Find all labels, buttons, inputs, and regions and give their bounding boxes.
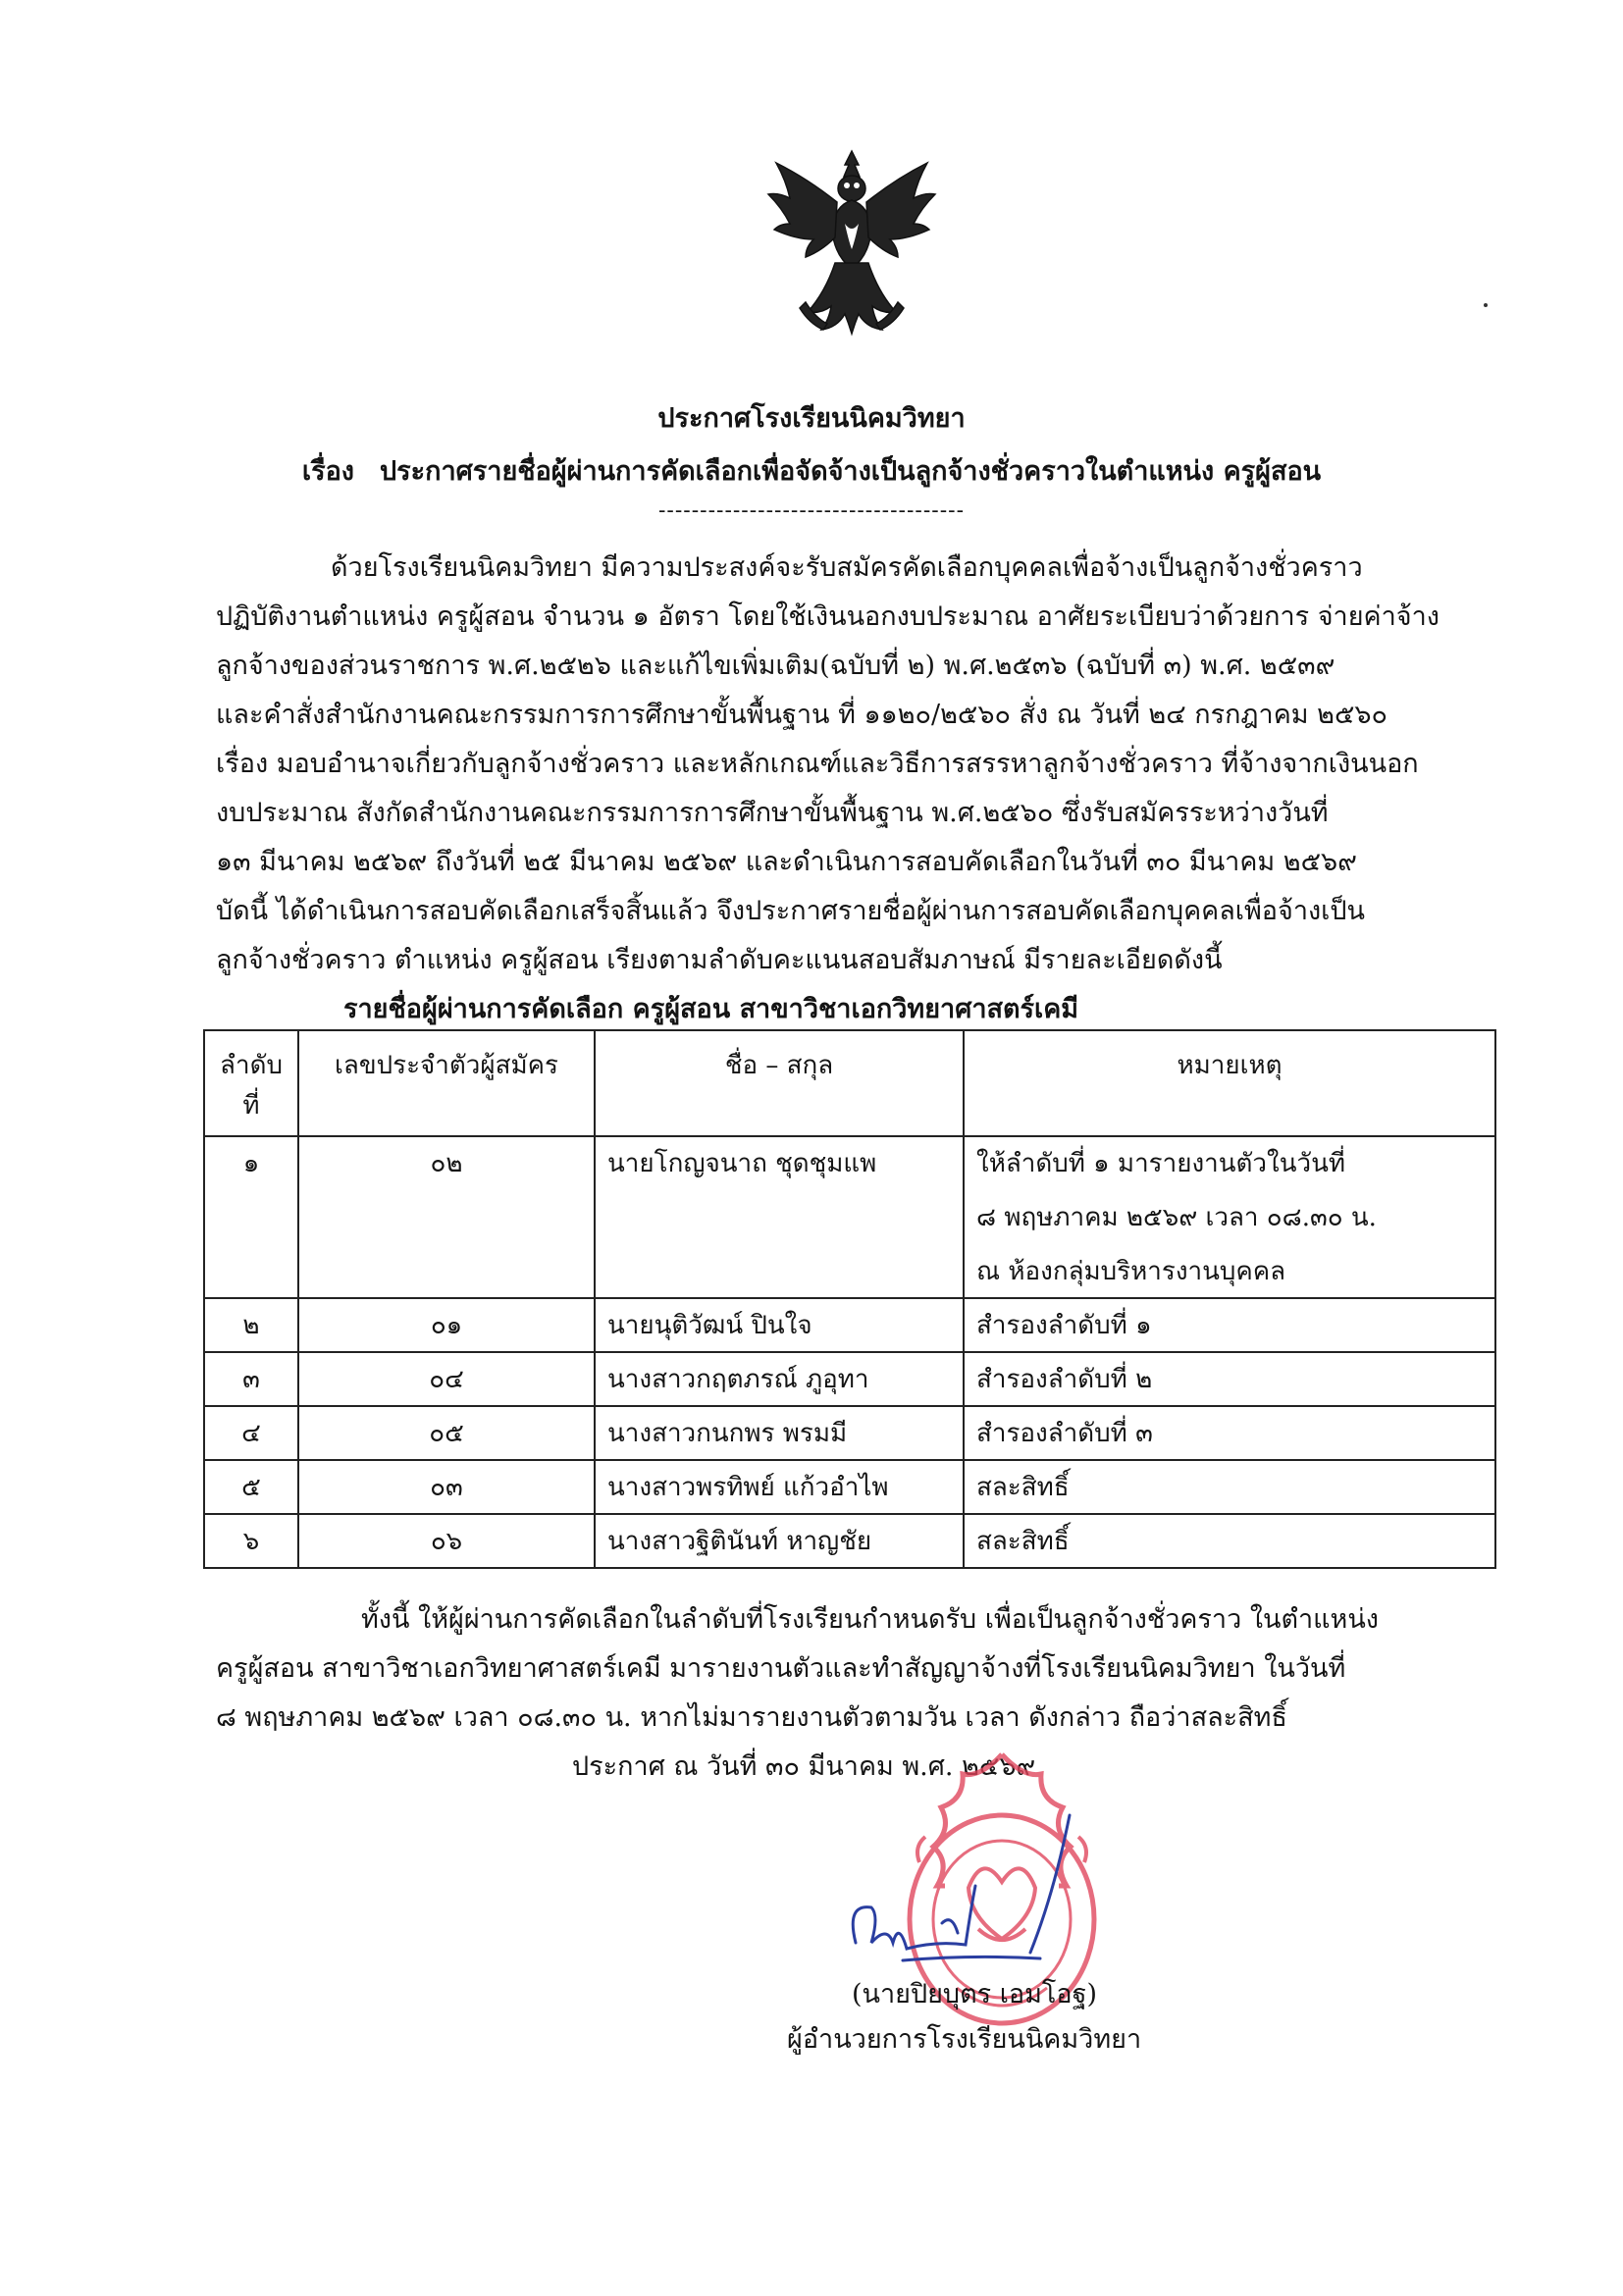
table-header-row [204, 1030, 1495, 1136]
cell-name: นายนุติวัฒน์ ปินใจ [595, 1298, 964, 1352]
cell-order: ๒ [204, 1298, 298, 1352]
cell-remark [964, 1136, 1495, 1298]
cell-remark: สำรองลำดับที่ ๓ [964, 1406, 1495, 1460]
cell-remark: สละสิทธิ์ [964, 1460, 1495, 1514]
table-row [204, 1406, 1495, 1460]
table-row [204, 1514, 1495, 1568]
table-row [204, 1352, 1495, 1406]
subject-text: ประกาศรายชื่อผู้ผ่านการคัดเลือกเพื่อจัดจ้างเป็นลูกจ้างชั่วคราวในตำแหน่ง ครูผู้สอน [379, 456, 1322, 487]
body-line: ด้วยโรงเรียนนิคมวิทยา มีความประสงค์จะรับสมัครคัดเลือกบุคคลเพื่อจ้างเป็นลูกจ้างชั่วคราว [331, 552, 1363, 583]
results-table [203, 1029, 1496, 1569]
signatory-position: ผู้อำนวยการโรงเรียนนิคมวิทยา [787, 2024, 1142, 2055]
table-row [204, 1460, 1495, 1514]
body-line: เรื่อง มอบอำนาจเกี่ยวกับลูกจ้างชั่วคราว และหลักเกณฑ์และวิธีการสรรหาลูกจ้างชั่วคราว ที่จ้างจากเงินนอก [216, 749, 1419, 779]
cell-order: ๔ [204, 1406, 298, 1460]
body-line: ปฏิบัติงานตำแหน่ง ครูผู้สอน จำนวน ๑ อัตรา โดยใช้เงินนอกงบประมาณ อาศัยระเบียบว่าด้วยการ จ่ายค่าจ้าง [216, 601, 1440, 632]
cell-name: นางสาวกฤตภรณ์ ภูอุทา [595, 1352, 964, 1406]
body-line: ลูกจ้างของส่วนราชการ พ.ศ.๒๕๒๖ และแก้ไขเพิ่มเติม(ฉบับที่ ๒) พ.ศ.๒๕๓๖ (ฉบับที่ ๓) พ.ศ. ๒๕๓๙ [216, 651, 1335, 681]
cell-order: ๕ [204, 1460, 298, 1514]
cell-applicant-id: ๐๕ [298, 1406, 595, 1460]
subject-label: เรื่อง [301, 456, 354, 487]
body-line: บัดนี้ ได้ดำเนินการสอบคัดเลือกเสร็จสิ้นแล้ว จึงประกาศรายชื่อผู้ผ่านการสอบคัดเลือกบุคคลเพื่อจ้างเป็น [216, 896, 1365, 926]
cell-order: ๑ [204, 1136, 298, 1298]
cell-order: ๓ [204, 1352, 298, 1406]
garuda-emblem-icon [766, 145, 937, 343]
cell-applicant-id: ๐๖ [298, 1514, 595, 1568]
header-remark: หมายเหตุ [964, 1030, 1495, 1136]
header-divider: ------------------------------------- [657, 498, 966, 523]
cell-applicant-id: ๐๔ [298, 1352, 595, 1406]
body-line: ๑๓ มีนาคม ๒๕๖๙ ถึงวันที่ ๒๕ มีนาคม ๒๕๖๙ และดำเนินการสอบคัดเลือกในวันที่ ๓๐ มีนาคม ๒๕๖๙ [216, 847, 1357, 877]
cell-remark: สำรองลำดับที่ ๑ [964, 1298, 1495, 1352]
header-applicant-id: เลขประจำตัวผู้สมัคร [298, 1030, 595, 1136]
cell-name: นางสาวพรทิพย์ แก้วอำไพ [595, 1460, 964, 1514]
announce-date: ประกาศ ณ วันที่ ๓๐ มีนาคม พ.ศ. ๒๕๖๙ [572, 1751, 1036, 1782]
announcement-title: ประกาศโรงเรียนนิคมวิทยา [657, 403, 966, 434]
scan-speck [1484, 303, 1488, 307]
closing-line: ทั้งนี้ ให้ผู้ผ่านการคัดเลือกในลำดับที่โรงเรียนกำหนดรับ เพื่อเป็นลูกจ้างชั่วคราว ในตำแหน่ง [361, 1604, 1379, 1635]
remark-line: ณ ห้องกลุ่มบริหารงานบุคคล [976, 1257, 1286, 1286]
cell-applicant-id: ๐๑ [298, 1298, 595, 1352]
closing-line: ครูผู้สอน สาขาวิชาเอกวิทยาศาสตร์เคมี มารายงานตัวและทำสัญญาจ้างที่โรงเรียนนิคมวิทยา ในวันที่ [216, 1653, 1346, 1684]
closing-line: ๘ พฤษภาคม ๒๕๖๙ เวลา ๐๘.๓๐ น. หากไม่มารายงานตัวตามวัน เวลา ดังกล่าว ถือว่าสละสิทธิ์ [216, 1702, 1287, 1733]
remark-line: ๘ พฤษภาคม ๒๕๖๙ เวลา ๐๘.๓๐ น. [976, 1203, 1377, 1232]
cell-remark: สละสิทธิ์ [964, 1514, 1495, 1568]
announcement-subject [0, 449, 1623, 492]
table-row [204, 1136, 1495, 1298]
cell-applicant-id: ๐๓ [298, 1460, 595, 1514]
body-line: ลูกจ้างชั่วคราว ตำแหน่ง ครูผู้สอน เรียงตามลำดับคะแนนสอบสัมภาษณ์ มีรายละเอียดดังนี้ [216, 945, 1223, 975]
header-name: ชื่อ – สกุล [595, 1030, 964, 1136]
table-row [204, 1298, 1495, 1352]
cell-name: นางสาวกนกพร พรมมี [595, 1406, 964, 1460]
signatory-name: (นายปิยบุตร เอมโอฐ) [852, 1979, 1098, 2009]
cell-name: นายโกญจนาถ ชุดชุมแพ [595, 1136, 964, 1298]
cell-remark: สำรองลำดับที่ ๒ [964, 1352, 1495, 1406]
cell-name: นางสาวฐิตินันท์ หาญชัย [595, 1514, 964, 1568]
body-line: และคำสั่งสำนักงานคณะกรรมการการศึกษาขั้นพื้นฐาน ที่ ๑๑๒๐/๒๕๖๐ สั่ง ณ วันที่ ๒๔ กรกฎาคม ๒๕๖๐ [216, 700, 1388, 730]
cell-order: ๖ [204, 1514, 298, 1568]
remark-line: ให้ลำดับที่ ๑ มารายงานตัวในวันที่ [976, 1149, 1345, 1178]
table-title: รายชื่อผู้ผ่านการคัดเลือก ครูผู้สอน สาขาวิชาเอกวิทยาศาสตร์เคมี [343, 994, 1079, 1024]
cell-applicant-id: ๐๒ [298, 1136, 595, 1298]
body-line: งบประมาณ สังกัดสำนักงานคณะกรรมการการศึกษาขั้นพื้นฐาน พ.ศ.๒๕๖๐ ซึ่งรับสมัครระหว่างวันที่ [216, 798, 1329, 828]
header-order: ลำดับที่ [204, 1030, 298, 1136]
